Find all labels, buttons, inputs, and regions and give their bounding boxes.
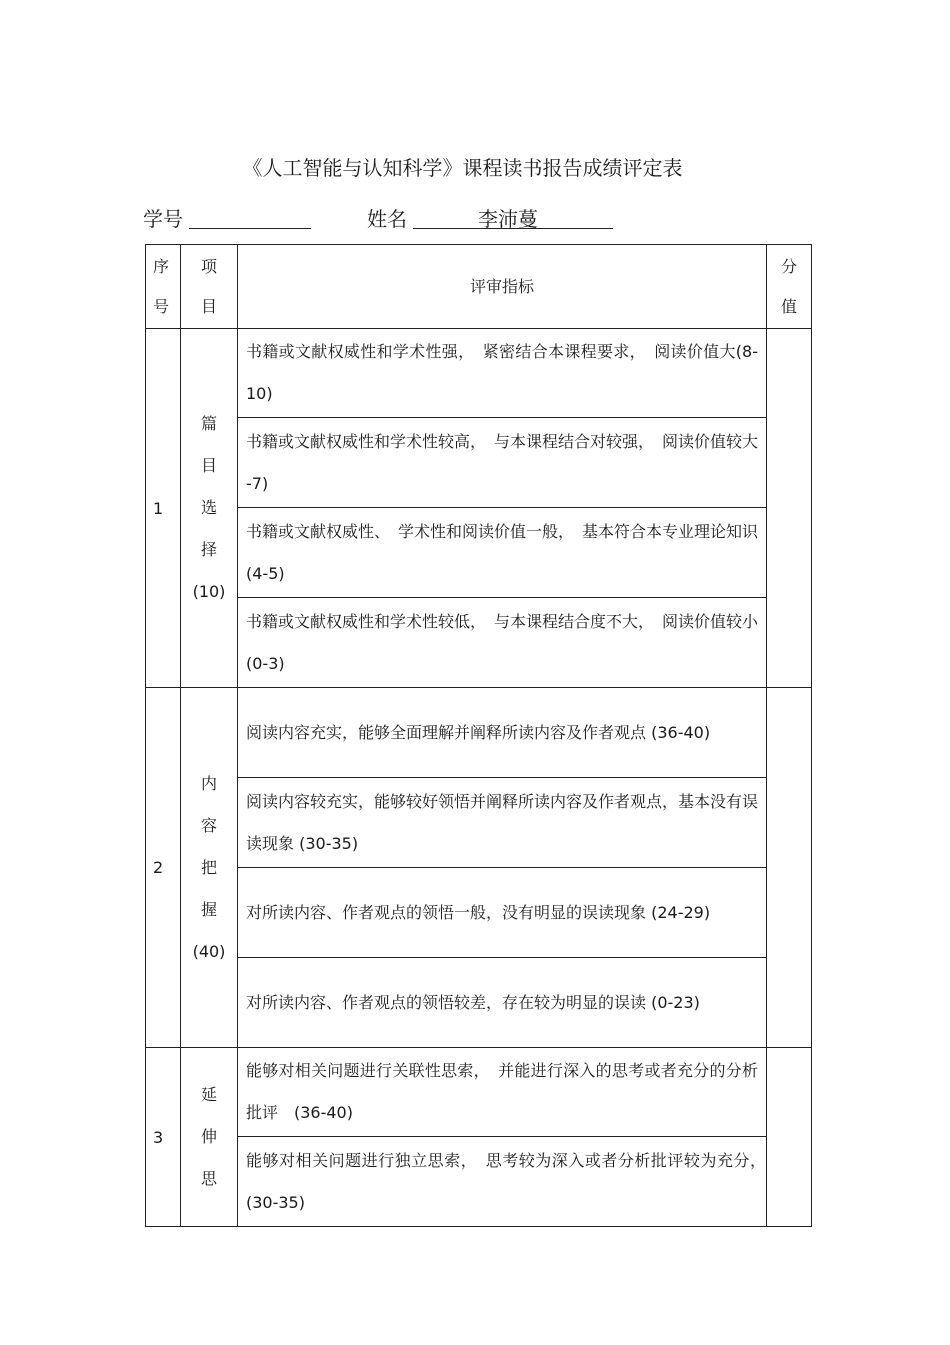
header-score: 分 值 — [767, 245, 812, 329]
evaluation-table — [145, 244, 812, 1227]
criteria-cell: 书籍或文献权威性和学术性强， 紧密结合本课程要求， 阅读价值大(8-10) — [238, 329, 767, 418]
table-row — [146, 508, 812, 598]
criteria-cell: 书籍或文献权威性和学术性较高， 与本课程结合对较强， 阅读价值较大 -7) — [238, 418, 767, 508]
table-row — [146, 598, 812, 688]
score-cell[interactable] — [767, 1048, 812, 1227]
criteria-cell: 对所读内容、作者观点的领悟一般，没有明显的误读现象 (24-29) — [238, 868, 767, 958]
criteria-cell: 书籍或文献权威性、 学术性和阅读价值一般， 基本符合本专业理论知识 (4-5) — [238, 508, 767, 598]
table-row — [146, 418, 812, 508]
header-item: 项 目 — [181, 245, 238, 329]
table-row — [146, 329, 812, 418]
header-no: 序 号 — [146, 245, 181, 329]
criteria-cell: 阅读内容充实，能够全面理解并阐释所读内容及作者观点 (36-40) — [238, 688, 767, 778]
name-field — [413, 203, 613, 229]
criteria-cell: 对所读内容、作者观点的领悟较差，存在较为明显的误读 (0-23) — [238, 958, 767, 1048]
table-row — [146, 1048, 812, 1137]
table-row — [146, 688, 812, 778]
criteria-cell: 书籍或文献权威性和学术性较低， 与本课程结合度不大， 阅读价值较小 (0-3) — [238, 598, 767, 688]
section-number: 1 — [146, 329, 181, 688]
table-row — [146, 958, 812, 1048]
section-item: 篇 目 选 择 (10) — [181, 329, 238, 688]
score-cell[interactable] — [767, 688, 812, 1048]
criteria-cell: 能够对相关问题进行关联性思索， 并能进行深入的思考或者充分的分析批评 (36-40) — [238, 1048, 767, 1137]
section-number: 2 — [146, 688, 181, 1048]
section-number: 3 — [146, 1048, 181, 1227]
criteria-cell: 阅读内容较充实，能够较好领悟并阐释所读内容及作者观点，基本没有误读现象 (30-35) — [238, 778, 767, 868]
page-title: 《人工智能与认知科学》课程读书报告成绩评定表 — [242, 156, 683, 180]
header-row — [146, 245, 812, 329]
name-value: 李沛蔓 — [478, 207, 538, 231]
score-cell[interactable] — [767, 329, 812, 688]
table-row — [146, 778, 812, 868]
student-id-label: 学号 — [143, 207, 183, 231]
table-row — [146, 868, 812, 958]
table-row — [146, 1137, 812, 1227]
criteria-cell: 能够对相关问题进行独立思索， 思考较为深入或者分析批评较为充分， (30-35) — [238, 1137, 767, 1227]
section-item: 内 容 把 握 (40) — [181, 688, 238, 1048]
name-label: 姓名 — [367, 207, 407, 231]
student-id-field — [189, 203, 311, 229]
section-item: 延 伸 思 — [181, 1048, 238, 1227]
header-criteria: 评审指标 — [238, 245, 767, 329]
